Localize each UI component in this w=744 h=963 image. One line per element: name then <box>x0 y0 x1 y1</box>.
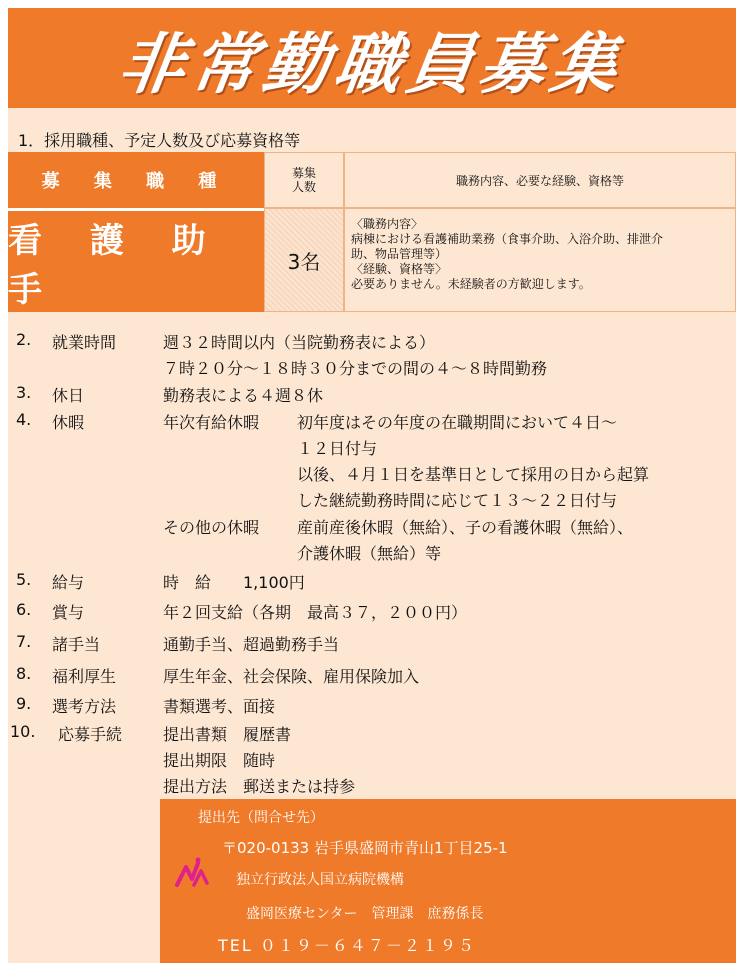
work-hours-line: 週３２時間以内（当院勤務表による） <box>163 333 436 352</box>
item-label-bonus: 賞与 <box>52 603 85 622</box>
welfare-value: 厚生年金、社会保険、雇用保険加入 <box>163 667 420 686</box>
item-number: 5. <box>16 570 32 589</box>
header-job-type: 募 集 職 種 <box>8 152 264 208</box>
contact-phone: TEL ０１９－６４７－２１９５ <box>218 936 476 955</box>
item-number: 8. <box>16 664 32 683</box>
item-label-selection: 選考方法 <box>52 697 117 716</box>
item-number: 2. <box>16 330 32 349</box>
item-number: 9. <box>16 694 32 713</box>
other-leave-line: 産前産後休暇（無給）、子の看護休暇（無給）、 <box>297 518 634 537</box>
allowances-value: 通勤手当、超過勤務手当 <box>163 635 340 654</box>
header-count <box>264 152 344 208</box>
hospital-logo-icon <box>174 855 210 891</box>
other-leave-line: 介護休暇（無給）等 <box>297 544 442 563</box>
bonus-value: 年２回支給（各期 最高３７，２００円） <box>163 603 468 622</box>
title-banner <box>8 8 736 108</box>
item-label-application: 応募手続 <box>58 725 123 744</box>
contact-box <box>160 799 736 963</box>
job-table <box>8 152 736 312</box>
other-leave-label: その他の休暇 <box>163 518 260 537</box>
contact-organization: 独立行政法人国立病院機構 <box>236 872 404 888</box>
annual-leave-line: １２日付与 <box>297 439 378 458</box>
duties-value <box>344 208 736 312</box>
holidays-value: 勤務表による４週８休 <box>163 386 324 405</box>
item-label-salary: 給与 <box>52 573 85 592</box>
annual-leave-label: 年次有給休暇 <box>163 413 260 432</box>
item-number: 6. <box>16 600 32 619</box>
section-heading: 1．採用職種、予定人数及び応募資格等 <box>18 131 301 150</box>
work-hours-line: ７時２０分～１８時３０分までの間の４～８時間勤務 <box>163 359 548 378</box>
job-type-value: 看 護 助 手 <box>8 208 264 312</box>
application-line: 提出方法 郵送または持参 <box>163 777 356 796</box>
contact-department: 盛岡医療センター 管理課 庶務係長 <box>246 906 484 922</box>
header-duties: 職務内容、必要な経験、資格等 <box>344 152 736 208</box>
count-value: 3名 <box>264 208 344 312</box>
item-label-allowances: 諸手当 <box>52 635 101 654</box>
annual-leave-line: した継続勤務時間に応じて１３～２２日付与 <box>297 491 618 510</box>
item-label-holidays: 休日 <box>52 386 85 405</box>
item-label-work-hours: 就業時間 <box>52 333 117 352</box>
annual-leave-line: 以後、４月１日を基準日として採用の日から起算 <box>297 465 650 484</box>
application-line: 提出期限 随時 <box>163 751 276 770</box>
duty-line: 必要ありません。未経験者の方歓迎します。 <box>351 277 591 291</box>
duty-line: 病棟における看護補助業務（食事介助、入浴介助、排泄介 <box>351 232 664 246</box>
page-title: 非常勤職員募集 <box>113 25 629 103</box>
duty-line: 助、物品管理等） <box>351 247 448 261</box>
duty-line: 〈経験、資格等〉 <box>351 262 448 276</box>
header-count-line: 人数 <box>291 180 316 194</box>
contact-heading: 提出先（問合せ先） <box>198 810 324 826</box>
selection-value: 書類選考、面接 <box>163 697 276 716</box>
item-number: 3. <box>16 383 32 402</box>
item-number: 4. <box>16 410 32 429</box>
item-number: 7. <box>16 632 32 651</box>
item-number: 10. <box>10 722 36 741</box>
contact-address: 〒020-0133 岩手県盛岡市青山1丁目25-1 <box>222 839 508 857</box>
duty-line: 〈職務内容〉 <box>351 217 424 231</box>
item-label-welfare: 福利厚生 <box>52 667 117 686</box>
item-label-leave: 休暇 <box>52 413 85 432</box>
application-line: 提出書類 履歴書 <box>163 725 292 744</box>
header-count-line: 募集 <box>291 166 316 180</box>
salary-value: 時 給 1,100円 <box>163 573 305 592</box>
annual-leave-line: 初年度はその年度の在職期間において４日～ <box>297 413 618 432</box>
